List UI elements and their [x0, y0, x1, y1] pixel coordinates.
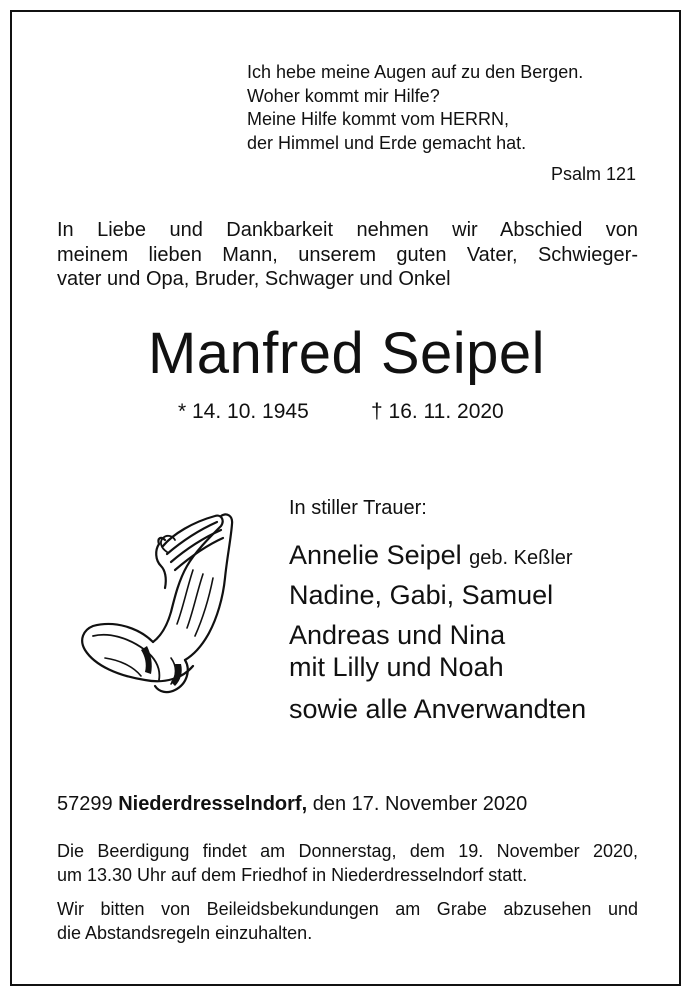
farewell-line: In Liebe und Dankbarkeit nehmen wir Abschied von	[57, 219, 638, 241]
wife-name: Annelie Seipel	[289, 540, 462, 570]
psalm-line: Woher kommt mir Hilfe?	[247, 85, 440, 106]
mourning-heading: In stiller Trauer:	[289, 497, 427, 519]
psalm-line: Meine Hilfe kommt vom HERRN,	[247, 109, 510, 129]
farewell-text	[57, 218, 638, 292]
praying-hands-icon	[75, 508, 245, 703]
funeral-line: um 13.30 Uhr auf dem Friedhof in Niederdresselndorf statt.	[57, 864, 528, 885]
mourner-relatives: sowie alle Anverwandten	[289, 694, 587, 724]
notice-date: den 17. November 2020	[312, 793, 528, 815]
farewell-line: meinem lieben Mann, unserem guten Vater, Schwieger-	[57, 243, 638, 266]
psalm-line: der Himmel und Erde gemacht hat.	[247, 132, 527, 153]
birth-date: * 14. 10. 1945	[178, 400, 309, 423]
deceased-name: Manfred Seipel	[147, 321, 546, 386]
farewell-line: vater und Opa, Bruder, Schwager und Onkel	[57, 268, 451, 290]
psalm-reference: Psalm 121	[550, 164, 636, 184]
wife-maiden-name: geb. Keßler	[469, 547, 573, 569]
condolence-request	[57, 898, 638, 945]
funeral-notice	[57, 840, 638, 887]
death-date: † 16. 11. 2020	[371, 400, 504, 423]
psalm-verse	[247, 61, 647, 155]
condolence-line: Wir bitten von Beileidsbekundungen am Grabe abzusehen und	[57, 899, 638, 919]
mourner-family-line-2: mit Lilly und Noah	[289, 652, 504, 682]
condolence-line: die Abstandsregeln einzuhalten.	[57, 922, 313, 943]
town: Niederdresselndorf,	[118, 793, 308, 815]
mourner-wife	[289, 540, 573, 571]
funeral-line: Die Beerdigung findet am Donnerstag, dem 19. November 2020,	[57, 841, 638, 861]
psalm-line: Ich hebe meine Augen auf zu den Bergen.	[247, 62, 584, 82]
postcode: 57299	[57, 793, 113, 815]
mourner-family-line-1: Andreas und Nina	[289, 620, 506, 650]
place-date-line	[57, 793, 527, 816]
mourner-children: Nadine, Gabi, Samuel	[289, 580, 554, 610]
